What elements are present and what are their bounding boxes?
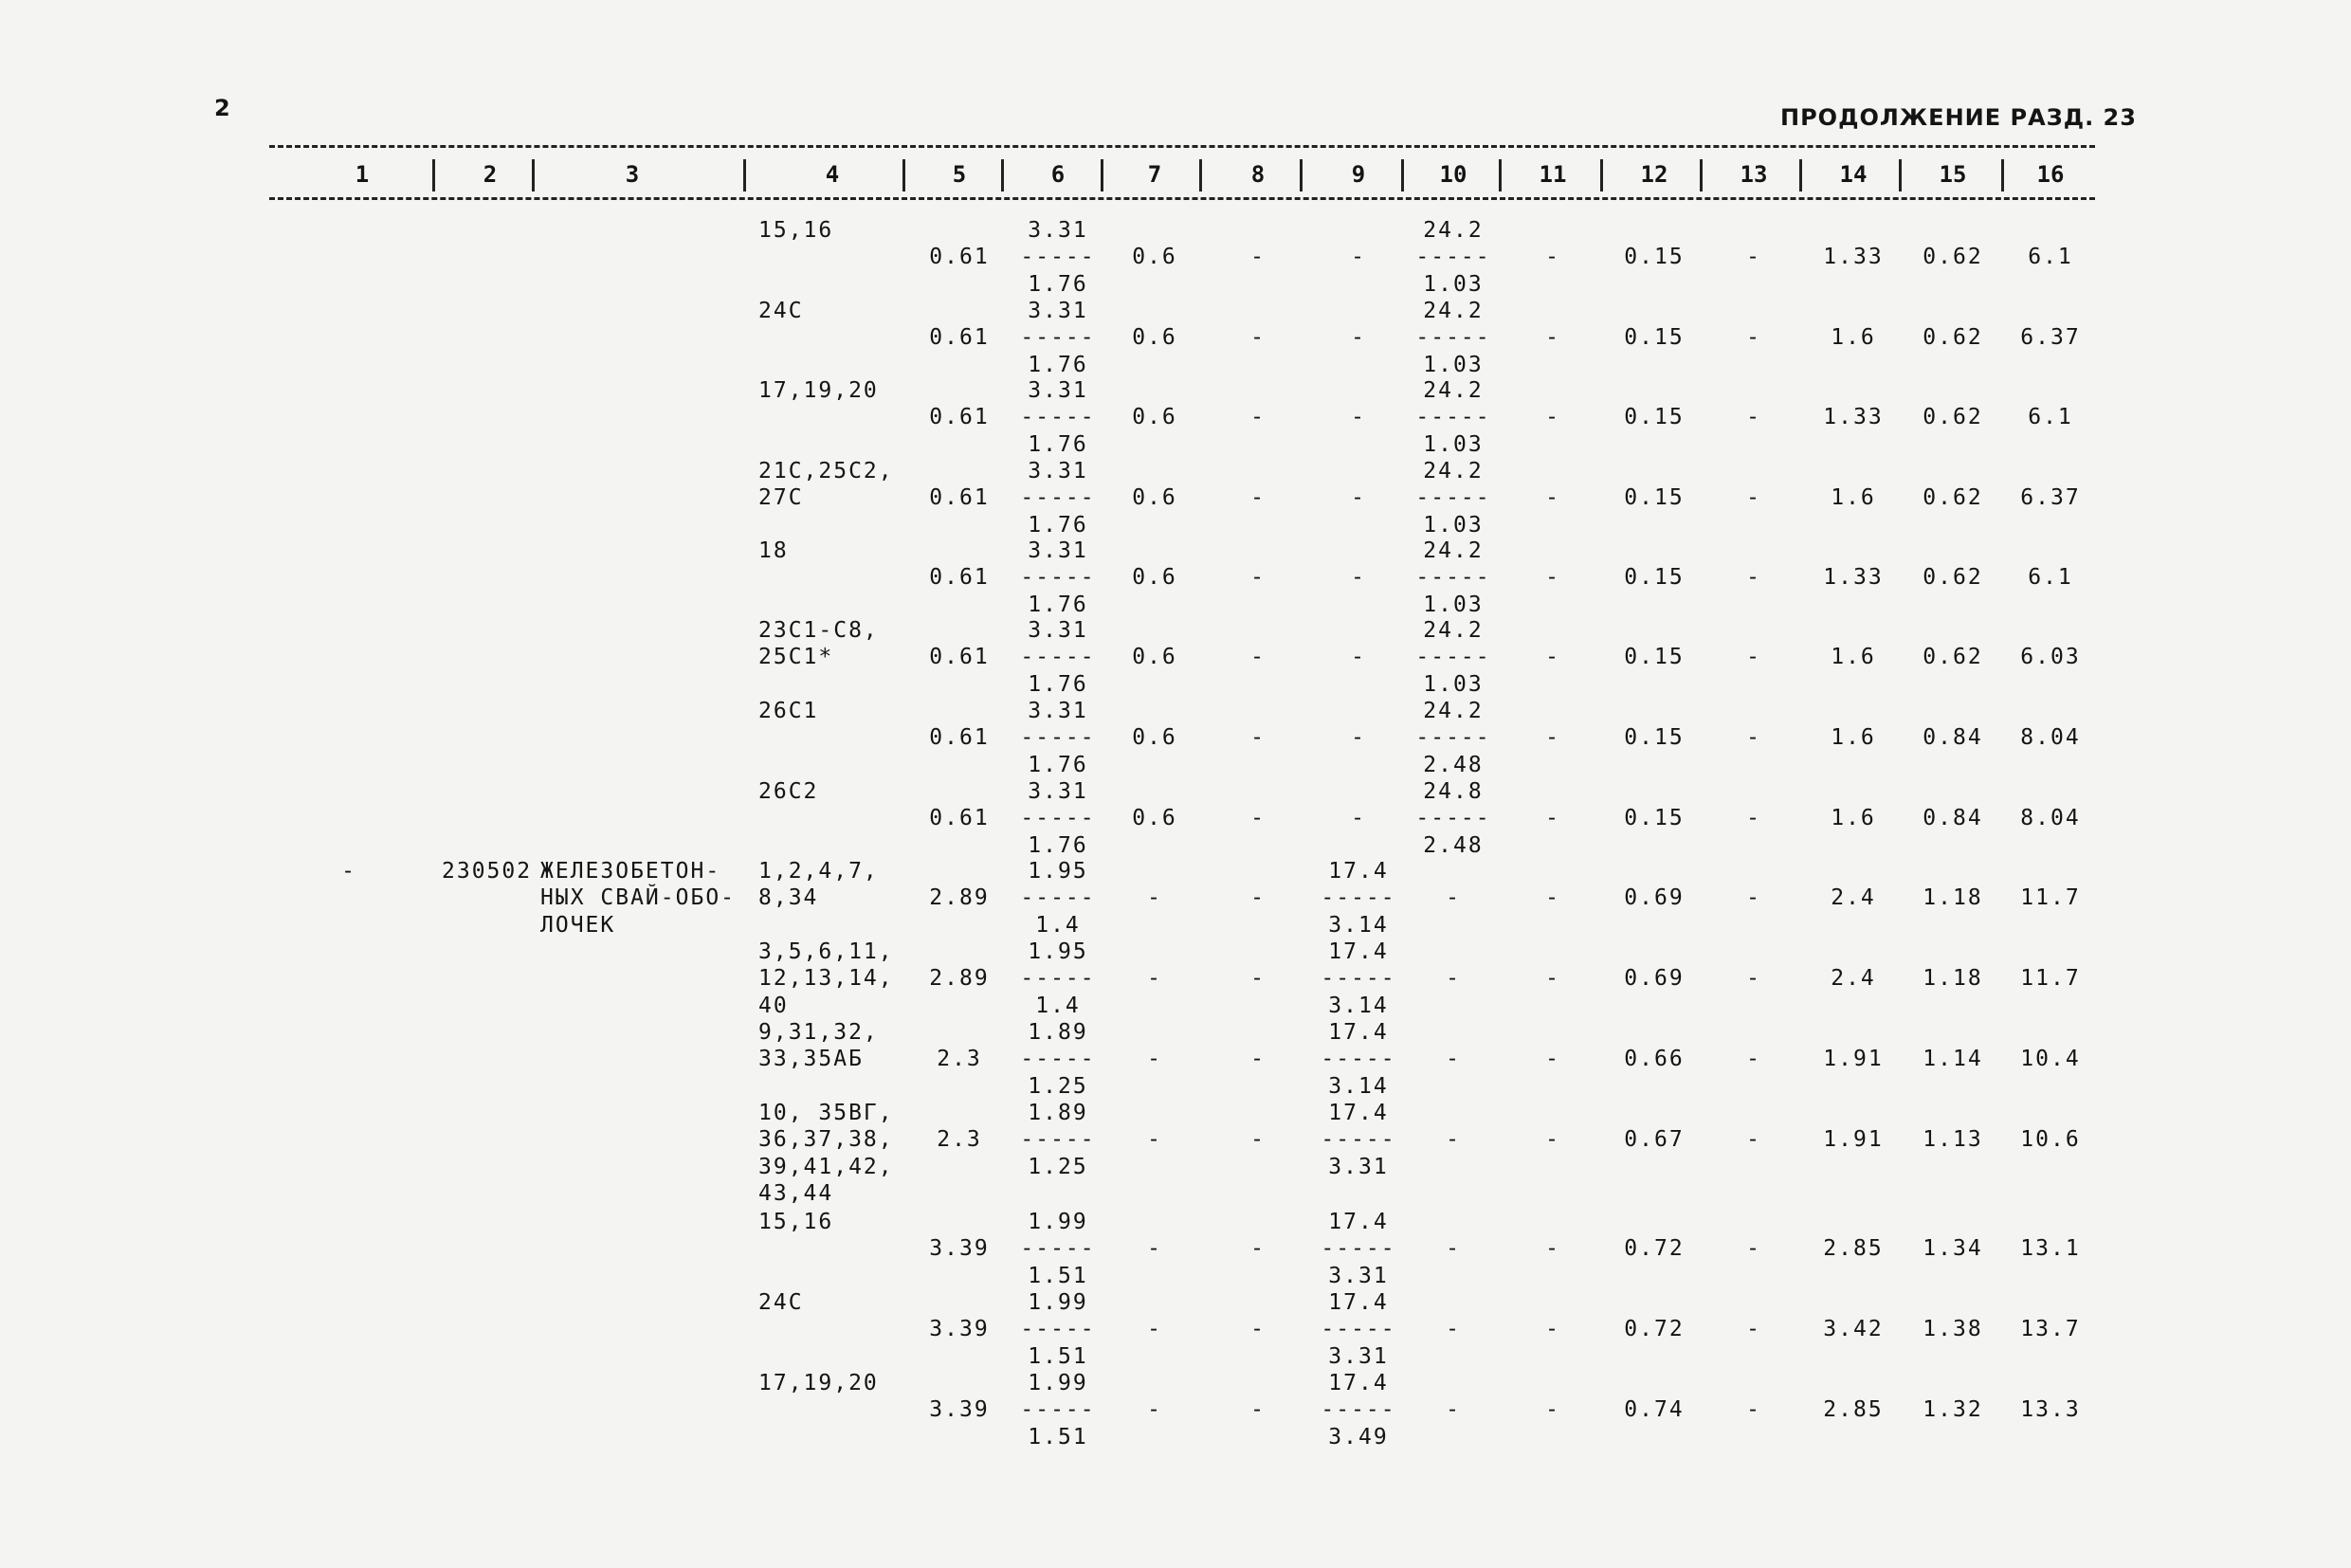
table-row-1-col14: 1.6 <box>1831 325 1876 351</box>
table-row-10-col15: 1.14 <box>1923 1047 1983 1072</box>
table-row-13-col11: - <box>1545 1317 1560 1342</box>
table-row-2-col6-fraction: ----- <box>1020 405 1096 430</box>
table-row-13-col8: - <box>1250 1317 1266 1342</box>
table-row-10-col4-line: 33,35АБ <box>758 1047 864 1072</box>
table-row-10-col9-fraction: 17.4 <box>1328 1020 1389 1045</box>
table-row-8-col9-fraction: 17.4 <box>1328 859 1389 884</box>
column-header-5: 5 <box>952 161 967 188</box>
table-row-6-col13: - <box>1746 725 1761 751</box>
table-row-4-col6-fraction: ----- <box>1020 565 1096 591</box>
table-row-5-col10-fraction: 1.03 <box>1423 671 1484 697</box>
column-header-2: 2 <box>483 161 498 188</box>
column-header-13: 13 <box>1740 161 1768 188</box>
table-row-10-col10: - <box>1446 1047 1461 1072</box>
table-row-3-col5: 0.61 <box>929 485 990 511</box>
table-row-5-col16: 6.03 <box>2020 645 2081 670</box>
table-row-1-col12: 0.15 <box>1624 325 1685 351</box>
table-row-6-col9: - <box>1351 725 1366 751</box>
table-row-7-col11: - <box>1545 806 1560 831</box>
table-row-7-col6-fraction: 3.31 <box>1028 779 1088 804</box>
table-row-10-col14: 1.91 <box>1823 1047 1884 1072</box>
table-row-4-col5: 0.61 <box>929 565 990 591</box>
table-row-0-col6-fraction: 1.76 <box>1028 271 1088 297</box>
table-row-3-col4-line: 27C <box>758 485 804 511</box>
table-row-7-col7: 0.6 <box>1132 806 1177 831</box>
table-row-13-col6-fraction: 1.99 <box>1028 1290 1088 1315</box>
table-row-11-col4-line: 10, 35ВГ, <box>758 1101 894 1125</box>
table-row-6-col16: 8.04 <box>2020 725 2081 751</box>
table-row-0-col12: 0.15 <box>1624 245 1685 270</box>
table-row-4-col15: 0.62 <box>1923 565 1983 591</box>
group-name-line: ЖЕЛЕЗОБЕТОН- <box>540 859 721 884</box>
table-row-11-col7: - <box>1147 1127 1162 1153</box>
table-row-1-col6-fraction: 3.31 <box>1028 299 1088 323</box>
table-row-14-col11: - <box>1545 1397 1560 1423</box>
table-row-12-col6-fraction: 1.51 <box>1028 1263 1088 1288</box>
table-row-11-col6-fraction: ----- <box>1020 1127 1096 1153</box>
table-row-8-col4-line: 8,34 <box>758 885 819 911</box>
table-row-13-col5: 3.39 <box>929 1317 990 1342</box>
table-row-10-col6-fraction: ----- <box>1020 1047 1096 1072</box>
table-row-5-col4-line: 25C1* <box>758 645 834 670</box>
table-row-8-col6-fraction: 1.4 <box>1035 912 1081 938</box>
table-row-12-col10: - <box>1446 1236 1461 1262</box>
table-row-5-col13: - <box>1746 645 1761 670</box>
table-row-14-col8: - <box>1250 1397 1266 1423</box>
table-row-14-col9-fraction: 3.49 <box>1328 1424 1389 1449</box>
table-row-8-col12: 0.69 <box>1624 885 1685 911</box>
table-row-12-col6-fraction: 1.99 <box>1028 1210 1088 1234</box>
table-row-2-col12: 0.15 <box>1624 405 1685 430</box>
table-row-4-col14: 1.33 <box>1823 565 1884 591</box>
table-row-11-col8: - <box>1250 1127 1266 1153</box>
table-row-5-col6-fraction: 1.76 <box>1028 671 1088 697</box>
table-row-0-col7: 0.6 <box>1132 245 1177 270</box>
table-row-9-col9-fraction: ----- <box>1321 966 1396 992</box>
table-row-14-col10: - <box>1446 1397 1461 1423</box>
table-row-10-col16: 10.4 <box>2020 1047 2081 1072</box>
table-row-4-col12: 0.15 <box>1624 565 1685 591</box>
table-row-3-col10-fraction: 1.03 <box>1423 512 1484 538</box>
table-row-0-col16: 6.1 <box>2028 245 2073 270</box>
table-row-10-col8: - <box>1250 1047 1266 1072</box>
table-row-7-col16: 8.04 <box>2020 806 2081 831</box>
table-row-4-col4-line: 18 <box>758 538 789 563</box>
table-row-1-col10-fraction: 24.2 <box>1423 299 1484 323</box>
table-row-11-col4-line: 39,41,42, <box>758 1154 894 1179</box>
table-row-0-col10-fraction: ----- <box>1415 245 1491 270</box>
table-row-5-col6-fraction: ----- <box>1020 645 1096 670</box>
group-code: 230502 <box>442 859 533 884</box>
table-row-3-col8: - <box>1250 485 1266 511</box>
table-row-6-col12: 0.15 <box>1624 725 1685 751</box>
table-row-5-col4-line: 23C1-C8, <box>758 618 879 643</box>
table-row-0-col6-fraction: ----- <box>1020 245 1096 270</box>
table-row-7-col4-line: 26C2 <box>758 779 819 804</box>
table-row-10-col9-fraction: ----- <box>1321 1047 1396 1072</box>
table-row-0-col11: - <box>1545 245 1560 270</box>
table-row-7-col8: - <box>1250 806 1266 831</box>
table-row-6-col14: 1.6 <box>1831 725 1876 751</box>
table-row-4-col10-fraction: 24.2 <box>1423 538 1484 563</box>
table-row-11-col4-line: 43,44 <box>758 1181 834 1207</box>
table-row-14-col4-line: 17,19,20 <box>758 1371 879 1395</box>
table-row-9-col8: - <box>1250 966 1266 992</box>
table-row-2-col15: 0.62 <box>1923 405 1983 430</box>
table-row-13-col6-fraction: ----- <box>1020 1317 1096 1342</box>
table-row-8-col10: - <box>1446 885 1461 911</box>
table-row-3-col11: - <box>1545 485 1560 511</box>
table-row-12-col16: 13.1 <box>2020 1236 2081 1262</box>
table-row-10-col13: - <box>1746 1047 1761 1072</box>
continuation-title: ПРОДОЛЖЕНИЕ РАЗД. 23 <box>1780 104 2137 131</box>
table-row-9-col13: - <box>1746 966 1761 992</box>
table-row-12-col13: - <box>1746 1236 1761 1262</box>
table-row-8-col9-fraction: 3.14 <box>1328 912 1389 938</box>
table-row-4-col10-fraction: ----- <box>1415 565 1491 591</box>
table-row-14-col14: 2.85 <box>1823 1397 1884 1423</box>
table-row-11-col12: 0.67 <box>1624 1127 1685 1153</box>
table-row-8-col15: 1.18 <box>1923 885 1983 911</box>
table-row-12-col9-fraction: ----- <box>1321 1236 1396 1262</box>
table-row-4-col7: 0.6 <box>1132 565 1177 591</box>
column-header-3: 3 <box>625 161 640 188</box>
table-row-7-col10-fraction: 24.8 <box>1423 779 1484 804</box>
table-row-3-col6-fraction: 3.31 <box>1028 459 1088 483</box>
table-row-0-col4-line: 15,16 <box>758 218 834 243</box>
table-row-0-col10-fraction: 24.2 <box>1423 218 1484 243</box>
table-row-7-col15: 0.84 <box>1923 806 1983 831</box>
table-row-11-col11: - <box>1545 1127 1560 1153</box>
table-row-9-col9-fraction: 3.14 <box>1328 993 1389 1018</box>
table-row-7-col6-fraction: ----- <box>1020 806 1096 831</box>
table-row-2-col13: - <box>1746 405 1761 430</box>
table-row-8-col16: 11.7 <box>2020 885 2081 911</box>
table-row-1-col6-fraction: 1.76 <box>1028 352 1088 377</box>
column-header-14: 14 <box>1839 161 1868 188</box>
table-row-2-col11: - <box>1545 405 1560 430</box>
table-row-3-col7: 0.6 <box>1132 485 1177 511</box>
table-row-13-col15: 1.38 <box>1923 1317 1983 1342</box>
group-name-line: ЛОЧЕК <box>540 912 616 938</box>
table-row-1-col11: - <box>1545 325 1560 351</box>
table-row-2-col9: - <box>1351 405 1366 430</box>
column-header-4: 4 <box>825 161 840 188</box>
page-mark: 2 <box>214 95 230 121</box>
table-row-12-col5: 3.39 <box>929 1236 990 1262</box>
table-row-13-col4-line: 24C <box>758 1290 804 1315</box>
table-row-2-col8: - <box>1250 405 1266 430</box>
table-row-6-col7: 0.6 <box>1132 725 1177 751</box>
table-row-11-col15: 1.13 <box>1923 1127 1983 1153</box>
table-row-14-col6-fraction: 1.99 <box>1028 1371 1088 1395</box>
table-row-14-col13: - <box>1746 1397 1761 1423</box>
table-row-11-col16: 10.6 <box>2020 1127 2081 1153</box>
table-row-7-col10-fraction: ----- <box>1415 806 1491 831</box>
table-row-7-col6-fraction: 1.76 <box>1028 832 1088 858</box>
table-row-7-col5: 0.61 <box>929 806 990 831</box>
column-header-11: 11 <box>1539 161 1567 188</box>
table-row-5-col15: 0.62 <box>1923 645 1983 670</box>
column-header-16: 16 <box>2036 161 2065 188</box>
table-row-13-col7: - <box>1147 1317 1162 1342</box>
table-row-5-col9: - <box>1351 645 1366 670</box>
table-row-14-col16: 13.3 <box>2020 1397 2081 1423</box>
table-row-6-col6-fraction: ----- <box>1020 725 1096 751</box>
table-row-9-col6-fraction: 1.95 <box>1028 939 1088 964</box>
table-row-3-col10-fraction: 24.2 <box>1423 459 1484 483</box>
table-row-3-col4-line: 21C,25C2, <box>758 459 894 483</box>
column-header-10: 10 <box>1439 161 1467 188</box>
table-row-0-col6-fraction: 3.31 <box>1028 218 1088 243</box>
table-row-9-col4-line: 40 <box>758 993 789 1018</box>
table-row-6-col10-fraction: 2.48 <box>1423 752 1484 777</box>
table-row-3-col13: - <box>1746 485 1761 511</box>
table-row-9-col12: 0.69 <box>1624 966 1685 992</box>
table-row-11-col9-fraction: 17.4 <box>1328 1101 1389 1125</box>
table-row-2-col4-line: 17,19,20 <box>758 378 879 403</box>
table-row-3-col10-fraction: ----- <box>1415 485 1491 511</box>
table-row-6-col10-fraction: ----- <box>1415 725 1491 751</box>
table-row-13-col9-fraction: 3.31 <box>1328 1343 1389 1369</box>
table-row-12-col14: 2.85 <box>1823 1236 1884 1262</box>
table-row-6-col6-fraction: 3.31 <box>1028 699 1088 723</box>
column-header-6: 6 <box>1050 161 1066 188</box>
table-row-10-col6-fraction: 1.25 <box>1028 1073 1088 1099</box>
table-row-0-col8: - <box>1250 245 1266 270</box>
table-row-6-col6-fraction: 1.76 <box>1028 752 1088 777</box>
table-row-2-col5: 0.61 <box>929 405 990 430</box>
table-row-3-col9: - <box>1351 485 1366 511</box>
table-row-8-col14: 2.4 <box>1831 885 1876 911</box>
table-row-10-col5: 2.3 <box>937 1047 982 1072</box>
table-row-8-col5: 2.89 <box>929 885 990 911</box>
table-row-12-col11: - <box>1545 1236 1560 1262</box>
column-header-12: 12 <box>1640 161 1668 188</box>
table-row-2-col6-fraction: 1.76 <box>1028 431 1088 457</box>
table-row-9-col9-fraction: 17.4 <box>1328 939 1389 964</box>
table-row-14-col9-fraction: ----- <box>1321 1397 1396 1423</box>
table-row-11-col10: - <box>1446 1127 1461 1153</box>
table-row-3-col16: 6.37 <box>2020 485 2081 511</box>
table-row-13-col6-fraction: 1.51 <box>1028 1343 1088 1369</box>
table-row-12-col8: - <box>1250 1236 1266 1262</box>
table-row-12-col9-fraction: 17.4 <box>1328 1210 1389 1234</box>
table-row-12-col12: 0.72 <box>1624 1236 1685 1262</box>
table-row-0-col13: - <box>1746 245 1761 270</box>
table-row-1-col7: 0.6 <box>1132 325 1177 351</box>
table-row-14-col7: - <box>1147 1397 1162 1423</box>
table-row-4-col6-fraction: 1.76 <box>1028 592 1088 617</box>
table-row-11-col6-fraction: 1.25 <box>1028 1154 1088 1179</box>
table-row-10-col4-line: 9,31,32, <box>758 1020 879 1045</box>
table-row-9-col16: 11.7 <box>2020 966 2081 992</box>
column-header-1: 1 <box>355 161 370 188</box>
table-row-5-col14: 1.6 <box>1831 645 1876 670</box>
table-row-8-col6-fraction: ----- <box>1020 885 1096 911</box>
table-row-5-col10-fraction: 24.2 <box>1423 618 1484 643</box>
column-header-8: 8 <box>1250 161 1266 188</box>
table-row-9-col10: - <box>1446 966 1461 992</box>
table-row-6-col8: - <box>1250 725 1266 751</box>
table-row-12-col4-line: 15,16 <box>758 1210 834 1234</box>
table-row-0-col5: 0.61 <box>929 245 990 270</box>
table-row-1-col8: - <box>1250 325 1266 351</box>
table-row-14-col15: 1.32 <box>1923 1397 1983 1423</box>
table-row-7-col14: 1.6 <box>1831 806 1876 831</box>
table-row-3-col12: 0.15 <box>1624 485 1685 511</box>
table-row-13-col9-fraction: 17.4 <box>1328 1290 1389 1315</box>
table-row-3-col6-fraction: ----- <box>1020 485 1096 511</box>
table-row-10-col11: - <box>1545 1047 1560 1072</box>
table-row-14-col6-fraction: ----- <box>1020 1397 1096 1423</box>
table-row-2-col10-fraction: ----- <box>1415 405 1491 430</box>
table-row-3-col6-fraction: 1.76 <box>1028 512 1088 538</box>
table-row-4-col11: - <box>1545 565 1560 591</box>
table-row-4-col13: - <box>1746 565 1761 591</box>
table-row-14-col6-fraction: 1.51 <box>1028 1424 1088 1449</box>
table-row-12-col9-fraction: 3.31 <box>1328 1263 1389 1288</box>
table-row-1-col16: 6.37 <box>2020 325 2081 351</box>
table-row-1-col6-fraction: ----- <box>1020 325 1096 351</box>
table-row-6-col10-fraction: 24.2 <box>1423 699 1484 723</box>
table-row-4-col9: - <box>1351 565 1366 591</box>
column-header-15: 15 <box>1939 161 1967 188</box>
table-row-8-col11: - <box>1545 885 1560 911</box>
group-col1-dash: - <box>341 859 356 884</box>
table-row-9-col14: 2.4 <box>1831 966 1876 992</box>
table-row-1-col15: 0.62 <box>1923 325 1983 351</box>
table-row-3-col14: 1.6 <box>1831 485 1876 511</box>
table-row-0-col10-fraction: 1.03 <box>1423 271 1484 297</box>
table-row-7-col12: 0.15 <box>1624 806 1685 831</box>
table-row-9-col7: - <box>1147 966 1162 992</box>
table-row-8-col9-fraction: ----- <box>1321 885 1396 911</box>
table-row-14-col12: 0.74 <box>1624 1397 1685 1423</box>
table-row-5-col11: - <box>1545 645 1560 670</box>
table-row-8-col6-fraction: 1.95 <box>1028 859 1088 884</box>
table-row-7-col13: - <box>1746 806 1761 831</box>
table-row-9-col11: - <box>1545 966 1560 992</box>
table-row-0-col9: - <box>1351 245 1366 270</box>
table-row-9-col6-fraction: 1.4 <box>1035 993 1081 1018</box>
table-row-10-col7: - <box>1147 1047 1162 1072</box>
table-row-1-col10-fraction: 1.03 <box>1423 352 1484 377</box>
table-row-10-col9-fraction: 3.14 <box>1328 1073 1389 1099</box>
group-name-line: НЫХ СВАЙ-ОБО- <box>540 885 737 911</box>
table-row-2-col7: 0.6 <box>1132 405 1177 430</box>
table-row-4-col16: 6.1 <box>2028 565 2073 591</box>
table-row-0-col15: 0.62 <box>1923 245 1983 270</box>
table-row-6-col11: - <box>1545 725 1560 751</box>
table-row-8-col13: - <box>1746 885 1761 911</box>
table-row-11-col5: 2.3 <box>937 1127 982 1153</box>
table-row-6-col5: 0.61 <box>929 725 990 751</box>
table-row-12-col6-fraction: ----- <box>1020 1236 1096 1262</box>
table-row-13-col13: - <box>1746 1317 1761 1342</box>
table-row-11-col9-fraction: ----- <box>1321 1127 1396 1153</box>
table-row-5-col5: 0.61 <box>929 645 990 670</box>
table-row-5-col10-fraction: ----- <box>1415 645 1491 670</box>
table-row-10-col12: 0.66 <box>1624 1047 1685 1072</box>
column-header-9: 9 <box>1351 161 1366 188</box>
table-row-1-col10-fraction: ----- <box>1415 325 1491 351</box>
table-row-14-col9-fraction: 17.4 <box>1328 1371 1389 1395</box>
table-row-9-col4-line: 3,5,6,11, <box>758 939 894 964</box>
table-row-1-col9: - <box>1351 325 1366 351</box>
table-row-13-col9-fraction: ----- <box>1321 1317 1396 1342</box>
table-row-6-col15: 0.84 <box>1923 725 1983 751</box>
table-row-9-col15: 1.18 <box>1923 966 1983 992</box>
table-row-3-col15: 0.62 <box>1923 485 1983 511</box>
table-row-11-col9-fraction: 3.31 <box>1328 1154 1389 1179</box>
table-row-13-col14: 3.42 <box>1823 1317 1884 1342</box>
table-row-6-col4-line: 26C1 <box>758 699 819 723</box>
table-row-7-col10-fraction: 2.48 <box>1423 832 1484 858</box>
table-row-14-col5: 3.39 <box>929 1397 990 1423</box>
table-row-8-col7: - <box>1147 885 1162 911</box>
table-row-5-col6-fraction: 3.31 <box>1028 618 1088 643</box>
table-row-5-col12: 0.15 <box>1624 645 1685 670</box>
table-row-2-col16: 6.1 <box>2028 405 2073 430</box>
table-row-4-col10-fraction: 1.03 <box>1423 592 1484 617</box>
table-row-0-col14: 1.33 <box>1823 245 1884 270</box>
table-row-8-col8: - <box>1250 885 1266 911</box>
table-row-4-col8: - <box>1250 565 1266 591</box>
table-row-12-col15: 1.34 <box>1923 1236 1983 1262</box>
table-row-2-col10-fraction: 24.2 <box>1423 378 1484 403</box>
table-row-2-col14: 1.33 <box>1823 405 1884 430</box>
table-row-10-col6-fraction: 1.89 <box>1028 1020 1088 1045</box>
table-row-13-col10: - <box>1446 1317 1461 1342</box>
table-row-13-col16: 13.7 <box>2020 1317 2081 1342</box>
table-row-9-col6-fraction: ----- <box>1020 966 1096 992</box>
table-row-11-col4-line: 36,37,38, <box>758 1127 894 1153</box>
table-row-2-col6-fraction: 3.31 <box>1028 378 1088 403</box>
table-row-5-col7: 0.6 <box>1132 645 1177 670</box>
column-header-7: 7 <box>1147 161 1162 188</box>
table-row-12-col7: - <box>1147 1236 1162 1262</box>
table-row-13-col12: 0.72 <box>1624 1317 1685 1342</box>
table-row-1-col4-line: 24C <box>758 299 804 323</box>
table-row-4-col6-fraction: 3.31 <box>1028 538 1088 563</box>
table-row-9-col5: 2.89 <box>929 966 990 992</box>
table-row-11-col14: 1.91 <box>1823 1127 1884 1153</box>
table-row-11-col6-fraction: 1.89 <box>1028 1101 1088 1125</box>
table-row-8-col4-line: 1,2,4,7, <box>758 859 879 884</box>
table-row-7-col9: - <box>1351 806 1366 831</box>
table-row-1-col13: - <box>1746 325 1761 351</box>
table-row-1-col5: 0.61 <box>929 325 990 351</box>
table-row-5-col8: - <box>1250 645 1266 670</box>
table-row-11-col13: - <box>1746 1127 1761 1153</box>
table-row-9-col4-line: 12,13,14, <box>758 966 894 992</box>
table-row-2-col10-fraction: 1.03 <box>1423 431 1484 457</box>
